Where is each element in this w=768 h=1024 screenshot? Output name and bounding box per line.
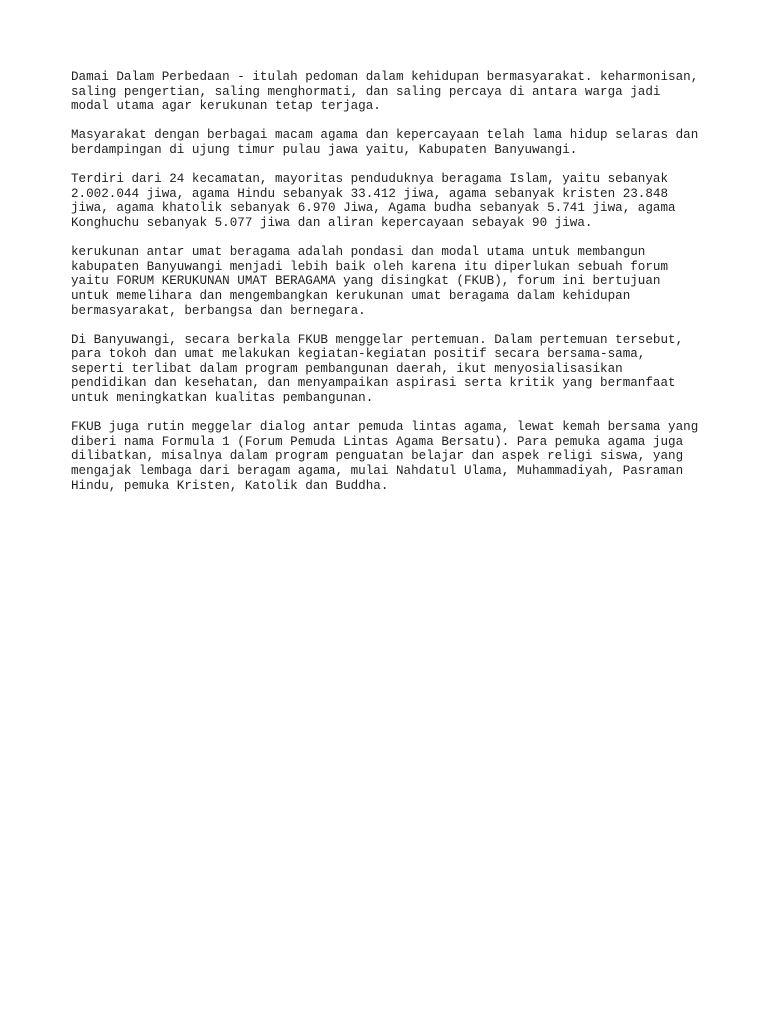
text-line: saling pengertian, saling menghormati, dan saling percaya di antara warga jadi bbox=[71, 84, 661, 99]
paragraph-5 bbox=[71, 333, 711, 406]
text-line: pendidikan dan kesehatan, dan menyampaikan aspirasi serta kritik yang bermanfaat bbox=[71, 376, 676, 391]
text-line: bermasyarakat, berbangsa dan bernegara. bbox=[71, 303, 366, 318]
text-line: jiwa, agama khatolik sebanyak 6.970 Jiwa, Agama budha sebanyak 5.741 jiwa, agama bbox=[71, 201, 676, 216]
paragraph-1 bbox=[71, 70, 711, 114]
text-line: berdampingan di ujung timur pulau jawa yaitu, Kabupaten Banyuwangi. bbox=[71, 142, 578, 157]
text-line: FKUB juga rutin meggelar dialog antar pemuda lintas agama, lewat kemah bersama yang bbox=[71, 420, 699, 435]
paragraph-2 bbox=[71, 128, 711, 157]
paragraph-3 bbox=[71, 172, 711, 230]
text-line: Terdiri dari 24 kecamatan, mayoritas penduduknya beragama Islam, yaitu sebanyak bbox=[71, 172, 669, 187]
text-line: modal utama agar kerukunan tetap terjaga. bbox=[71, 99, 381, 114]
paragraph-6 bbox=[71, 420, 711, 493]
text-line: untuk meningkatkan kualitas pembangunan. bbox=[71, 391, 374, 406]
text-line: Di Banyuwangi, secara berkala FKUB menggelar pertemuan. Dalam pertemuan tersebut, bbox=[71, 332, 684, 347]
text-line: dilibatkan, misalnya dalam program penguatan belajar dan aspek religi siswa, yang bbox=[71, 449, 684, 464]
text-line: Hindu, pemuka Kristen, Katolik dan Buddha. bbox=[71, 478, 389, 493]
text-line: Damai Dalam Perbedaan - itulah pedoman dalam kehidupan bermasyarakat. keharmonisan, bbox=[71, 70, 699, 84]
text-line: yaitu FORUM KERUKUNAN UMAT BERAGAMA yang disingkat (FKUB), forum ini bertujuan bbox=[71, 274, 661, 289]
text-line: diberi nama Formula 1 (Forum Pemuda Lintas Agama Bersatu). Para pemuka agama juga bbox=[71, 434, 684, 449]
text-line: mengajak lembaga dari beragam agama, mulai Nahdatul Ulama, Muhammadiyah, Pasraman bbox=[71, 464, 684, 479]
text-line: untuk memelihara dan mengembangkan kerukunan umat beragama dalam kehidupan bbox=[71, 288, 631, 303]
text-line: para tokoh dan umat melakukan kegiatan-kegiatan positif secara bersama-sama, bbox=[71, 347, 646, 362]
text-line: Konghuchu sebanyak 5.077 jiwa dan aliran kepercayaan sebayak 90 jiwa. bbox=[71, 215, 593, 230]
text-line: seperti terlibat dalam program pembangunan daerah, ikut menyosialisasikan bbox=[71, 361, 623, 376]
paragraph-4 bbox=[71, 245, 711, 318]
text-line: 2.002.044 jiwa, agama Hindu sebanyak 33.412 jiwa, agama sebanyak kristen 23.848 bbox=[71, 186, 669, 201]
text-line: kabupaten Banyuwangi menjadi lebih baik oleh karena itu diperlukan sebuah forum bbox=[71, 259, 669, 274]
text-line: kerukunan antar umat beragama adalah pondasi dan modal utama untuk membangun bbox=[71, 245, 646, 260]
text-line: Masyarakat dengan berbagai macam agama dan kepercayaan telah lama hidup selaras dan bbox=[71, 128, 699, 143]
document-body bbox=[71, 70, 711, 508]
